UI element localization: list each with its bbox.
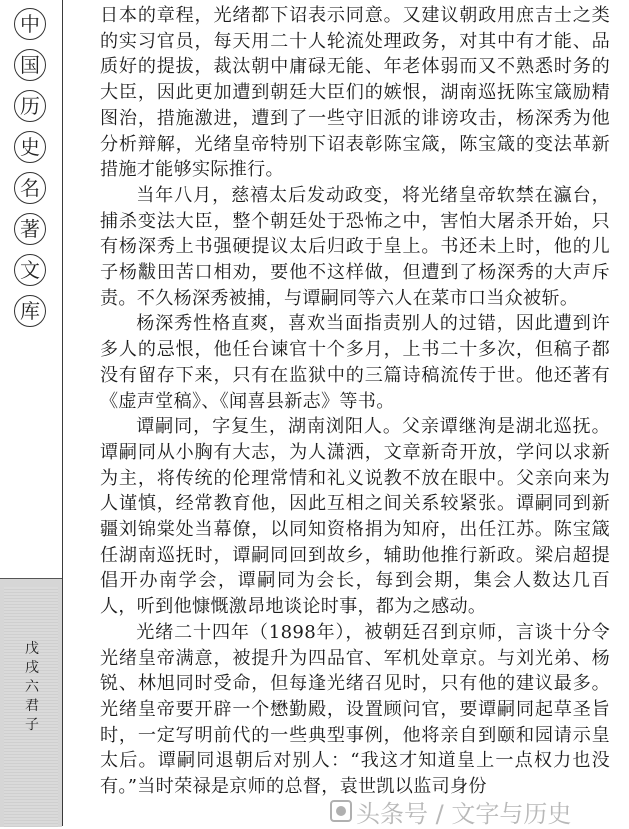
series-char: 中 <box>14 8 46 40</box>
series-char: 文 <box>14 254 46 286</box>
paragraph: 谭嗣同，字复生，湖南浏阳人。父亲谭继洵是湖北巡抚。谭嗣同从小胸有大志，为人潇洒，文章新奇开放，学问以求新为主，将传统的伦理常情和礼义说教不放在眼中。父亲向来为人谨慎，经常教育他，因此互相之间关系较紧张。谭嗣同到新疆刘锦棠处当幕僚，以同知资格捐为知府，出任江苏。陈宝箴任湖南巡抚时，谭嗣同回到故乡，辅助他推行新政。梁启超提倡开办南学会，谭嗣同为会长，每到会期，集会人数达几百人，听到他慷慨激昂地谈论时事，都为之感动。 <box>100 416 610 618</box>
toutiao-logo-icon <box>330 800 352 822</box>
series-char: 著 <box>14 213 46 245</box>
series-title <box>12 8 48 336</box>
chapter-title: 戊戌六君子 <box>25 641 39 733</box>
watermark-text: 头条号 / 文字与历史 <box>356 799 572 828</box>
paragraph: 杨深秀性格直爽，喜欢当面指责别人的过错，因此遭到许多人的忌恨，他任台谏官十个多月，上书二十多次，但稿子都没有留存下来，只有在监狱中的三篇诗稿流传于世。他还著有《虚声堂稿》、《闻喜县新志》等书。 <box>100 313 610 412</box>
series-char: 库 <box>14 295 46 327</box>
watermark <box>330 796 571 826</box>
paragraph: 当年八月，慈禧太后发动政变，将光绪皇帝软禁在瀛台，捕杀变法大臣，整个朝廷处于恐怖之中，害怕大屠杀开始，只有杨深秀上书强硬提议太后归政于皇上。书还未上时，他的儿子杨黻田苦口相劝，要他不这样做，但遭到了杨深秀的大声斥责。不久杨深秀被捕，与谭嗣同等六人在菜市口当众被斩。 <box>100 184 610 309</box>
paragraph: 光绪二十四年（1898年），被朝廷召到京师，言谈十分令光绪皇帝满意，被提升为四品官、军机处章京。与刘光弟、杨锐、林旭同时受命，但每逢光绪召见时，只有他的建议最多。光绪皇帝要开辟一个懋勤殿，设置顾问官，要谭嗣同起草圣旨时，一定写明前代的一些典型事例，他将亲自到颐和园请示皇太后。谭嗣同退朝后对别人：“我这才知道皇上一点权力也没有。”当时荣禄是京师的总督，袁世凯以监司身份 <box>100 621 610 798</box>
series-char: 名 <box>14 172 46 204</box>
series-char: 历 <box>14 90 46 122</box>
body-text <box>100 3 610 800</box>
paragraph: 日本的章程，光绪都下诏表示同意。又建议朝政用庶吉士之类的实习官员，每天用二十人轮流处理政务，对其中有才能、品质好的提拔，裁汰朝中庸碌无能、年老体弱而又不熟悉时务的大臣，因此更加遭到朝廷大臣们的嫉恨，湖南巡抚陈宝箴励精图治，措施激进，遭到了一些守旧派的诽谤攻击，杨深秀为他分析辩解，光绪皇帝特别下诏表彰陈宝箴，陈宝箴的变法革新措施才能够实际推行。 <box>100 5 610 181</box>
series-char: 国 <box>14 49 46 81</box>
sidebar <box>0 0 63 826</box>
series-char: 史 <box>14 131 46 163</box>
